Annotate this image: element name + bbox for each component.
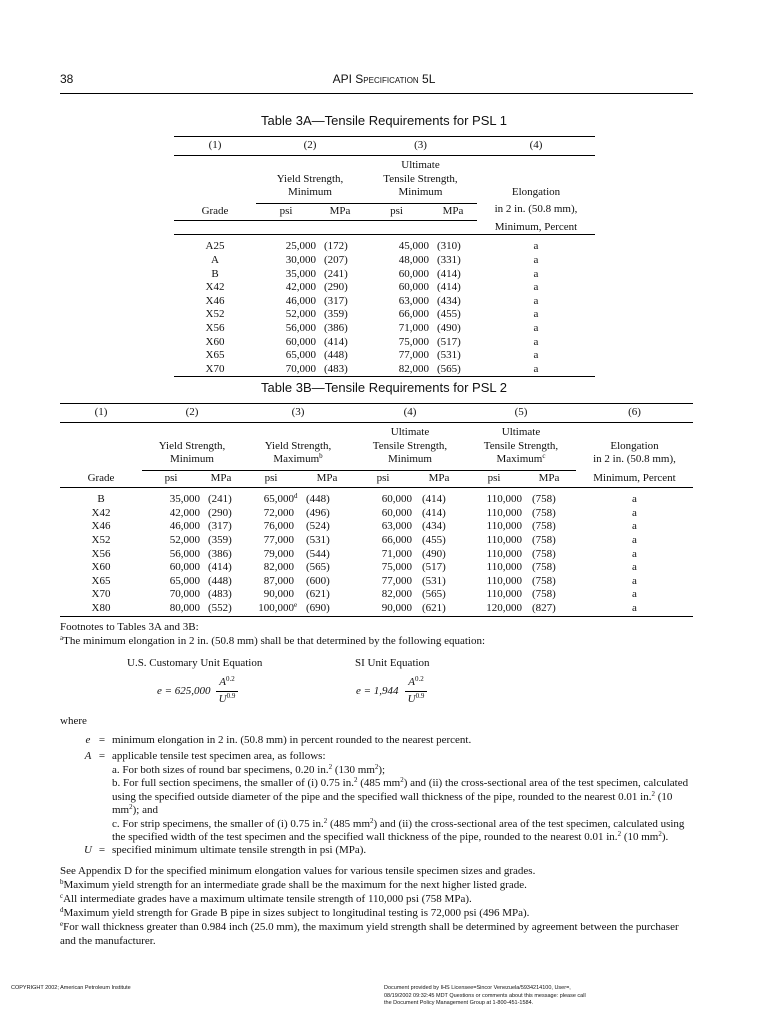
uts-mpa-cell: (310) — [437, 240, 461, 253]
definition-a — [82, 750, 694, 845]
elongation-cell: a — [632, 493, 637, 506]
yield-max-mpa-cell: (496) — [306, 506, 330, 519]
yield-mpa-cell: (290) — [324, 281, 348, 294]
yield-max-mpa-cell: (600) — [306, 574, 330, 587]
uts-max-header-line: Ultimate — [501, 426, 541, 438]
uts-max-psi-cell: 110,000 — [486, 493, 522, 506]
yield-psi-cell: 46,000 — [285, 294, 316, 307]
grade-cell: X70 — [91, 588, 111, 601]
elongation-cell: a — [632, 520, 637, 533]
elongation-cell: a — [533, 294, 539, 307]
grade-cell: X70 — [174, 363, 256, 377]
grade-cell: X65 — [205, 349, 225, 362]
uts-mpa-cell: (455) — [437, 308, 461, 321]
table-3b-body — [60, 488, 693, 616]
elongation-cell: a — [533, 253, 539, 266]
uts-max-header-line: Maximum$^c$ — [496, 452, 546, 466]
yield-psi-cell: 56,000 — [285, 321, 316, 334]
uts-header-line: Tensile Strength, — [383, 172, 458, 185]
uts-header-line: Minimum — [398, 186, 443, 199]
uts-psi-cell: 63,000 — [398, 294, 429, 307]
equals-sign: = — [98, 844, 106, 856]
uts-max-mpa-cell: (758) — [532, 588, 556, 601]
psi-header: psi — [256, 204, 316, 221]
uts-max-mpa-cell: (827) — [522, 602, 576, 616]
grade-cell: X42 — [205, 281, 225, 294]
grade-header: Grade — [174, 204, 256, 221]
uts-min-mpa-cell: (565) — [422, 588, 446, 601]
footnote-e: $^e$For wall thickness greater than 0.984 inch (25.0 mm), the maximum yield strength shall be determined by agreement between the purchaser and the manufacturer. — [60, 920, 679, 947]
yield-header-line: Minimum — [287, 186, 332, 199]
psi-header: psi — [142, 471, 200, 488]
symbol: e — [85, 734, 91, 746]
yield-header-line: Yield Strength, — [276, 172, 344, 185]
header-rule — [60, 93, 693, 94]
elongation-cell: a — [533, 281, 539, 294]
grade-cell: A — [211, 253, 219, 266]
yield-psi-cell: 42,000 — [285, 281, 316, 294]
where-label: where — [60, 715, 87, 727]
table-row — [60, 520, 693, 534]
table-row — [60, 548, 693, 562]
yield-mpa-cell: (483) — [316, 363, 364, 377]
uts-mpa-cell: (517) — [437, 335, 461, 348]
yield-min-psi-cell: 70,000 — [169, 588, 200, 601]
grade-cell: X60 — [205, 335, 225, 348]
yield-max-psi-cell: 82,000 — [263, 561, 294, 574]
uts-max-psi-cell: 110,000 — [486, 547, 522, 560]
yield-mpa-cell: (448) — [324, 349, 348, 362]
yield-min-psi-cell: 60,000 — [169, 561, 200, 574]
elongation-cell: a — [533, 308, 539, 321]
uts-min-psi-cell: 63,000 — [381, 520, 412, 533]
table-row — [60, 507, 693, 521]
symbol: A — [84, 750, 92, 762]
elongation-cell: a — [533, 321, 539, 334]
footnote-mark: d — [60, 906, 64, 914]
page-number: 38 — [60, 72, 74, 86]
grade-cell: X65 — [91, 574, 111, 587]
uts-mpa-cell: (565) — [429, 363, 477, 377]
uts-mpa-cell: (331) — [437, 253, 461, 266]
yield-mpa-cell: (317) — [324, 294, 348, 307]
yield-min-mpa-cell: (290) — [208, 506, 232, 519]
yield-max-mpa-cell: (690) — [300, 602, 354, 616]
uts-mpa-cell: (434) — [437, 294, 461, 307]
elongation-cell: a — [632, 547, 637, 560]
appendix-note: See Appendix D for the specified minimum elongation values for various tensile specimen sizes and grades. — [60, 865, 536, 877]
yield-min-mpa-cell: (241) — [208, 493, 232, 506]
elongation-cell: a — [533, 349, 539, 362]
footnotes-heading: Footnotes to Tables 3A and 3B: — [60, 621, 199, 633]
grade-cell: X60 — [91, 561, 111, 574]
yield-max-psi-cell: 90,000 — [263, 588, 294, 601]
equation-numerator: $A^{0.2}$ — [408, 675, 424, 688]
uts-psi-cell: 82,000 — [364, 363, 429, 377]
yield-max-header-line: Yield Strength, — [264, 439, 332, 452]
grade-cell: X42 — [91, 506, 111, 519]
uts-max-mpa-cell: (758) — [532, 574, 556, 587]
footnote-d: $^d$Maximum yield strength for Grade B pipe in sizes subject to longitudinal testing is 72,000 psi (496 MPa). — [60, 906, 530, 919]
table-row — [174, 254, 595, 268]
table-row — [174, 363, 595, 377]
yield-min-mpa-cell: (386) — [208, 547, 232, 560]
elongation-cell: a — [533, 240, 539, 253]
yield-min-mpa-cell: (483) — [208, 588, 232, 601]
column-number: (1) — [174, 137, 256, 156]
table-3a — [174, 136, 595, 377]
uts-max-mpa-cell: (758) — [532, 561, 556, 574]
equation-denominator: $U^{0.9}$ — [407, 692, 425, 705]
elongation-header-line: in 2 in. (50.8 mm), — [494, 203, 578, 216]
uts-max-psi-cell: 110,000 — [486, 520, 522, 533]
elongation-cell: a — [632, 574, 637, 587]
running-title: API Specification 5L — [332, 72, 436, 86]
yield-psi-cell: 65,000 — [285, 349, 316, 362]
yield-psi-cell: 30,000 — [285, 253, 316, 266]
table-row — [60, 602, 693, 616]
column-number: (2) — [256, 137, 364, 156]
grade-cell: X56 — [91, 547, 111, 560]
yield-min-psi-cell: 46,000 — [169, 520, 200, 533]
uts-min-mpa-cell: (414) — [422, 506, 446, 519]
yield-min-psi-cell: 80,000 — [142, 602, 200, 616]
mpa-header: MPa — [200, 471, 242, 488]
uts-min-psi-cell: 75,000 — [381, 561, 412, 574]
definition-item-c: c. For strip specimens, the smaller of (i) 0.75 in.$^2$ (485 $mm^2$) and (ii) the cross-sectional area of the test specimen, calculated using the specified width of the test specimen and the specified wall thickness of the pipe, rounded to the nearest 0.01 in.$^2$ (10 $mm^2$). — [112, 816, 685, 843]
column-number: (5) — [466, 404, 576, 423]
yield-min-mpa-cell: (359) — [208, 534, 232, 547]
grade-header: Grade — [60, 471, 142, 488]
yield-psi-cell: 35,000 — [285, 267, 316, 280]
table-row — [174, 268, 595, 282]
uts-min-mpa-cell: (455) — [422, 534, 446, 547]
footnote-ref: b — [319, 452, 323, 461]
yield-max-mpa-cell: (448) — [306, 493, 330, 506]
symbol: U — [84, 844, 92, 856]
uts-min-psi-cell: 90,000 — [354, 602, 412, 616]
table-row — [60, 588, 693, 602]
uts-psi-cell: 60,000 — [398, 267, 429, 280]
elongation-cell: a — [632, 561, 637, 574]
yield-max-mpa-cell: (565) — [306, 561, 330, 574]
uts-max-psi-cell: 110,000 — [486, 506, 522, 519]
table-row — [174, 308, 595, 322]
uts-min-mpa-cell: (621) — [412, 602, 466, 616]
column-number: (6) — [576, 404, 693, 423]
yield-min-header-line: Yield Strength, — [158, 439, 226, 452]
uts-min-mpa-cell: (434) — [422, 520, 446, 533]
uts-psi-cell: 66,000 — [398, 308, 429, 321]
table-row — [174, 336, 595, 350]
table-row — [174, 349, 595, 363]
grade-cell: X46 — [205, 294, 225, 307]
uts-max-header-line: Tensile Strength, — [483, 439, 559, 452]
uts-max-psi-cell: 120,000 — [466, 602, 522, 616]
yield-max-psi-cell: 77,000 — [263, 534, 294, 547]
mpa-header: MPa — [429, 204, 477, 221]
yield-psi-cell: 60,000 — [285, 335, 316, 348]
yield-mpa-cell: (414) — [324, 335, 348, 348]
footnote-mark: b — [60, 878, 64, 886]
uts-max-psi-cell: 110,000 — [486, 534, 522, 547]
uts-psi-cell: 75,000 — [398, 335, 429, 348]
yield-min-psi-cell: 42,000 — [169, 506, 200, 519]
license-notice: Document provided by IHS Licensee=Sincor Venezuela/5934214100, User=, 08/19/2002 09:32:45 MDT Questions or comments about this message: please call the Document Policy Management Group at 1-800-451-1584. — [384, 985, 586, 1006]
uts-psi-cell: 77,000 — [398, 349, 429, 362]
yield-psi-cell: 25,000 — [285, 240, 316, 253]
grade-cell: X52 — [91, 534, 111, 547]
uts-max-mpa-cell: (758) — [532, 506, 556, 519]
mpa-header: MPa — [316, 204, 364, 221]
yield-max-mpa-cell: (544) — [306, 547, 330, 560]
equation-denominator: $U^{0.9}$ — [218, 692, 236, 705]
elongation-header-line: Elongation — [511, 186, 561, 199]
yield-min-mpa-cell: (448) — [208, 574, 232, 587]
uts-min-psi-cell: 60,000 — [381, 506, 412, 519]
uts-min-psi-cell: 60,000 — [381, 493, 412, 506]
uts-min-mpa-cell: (490) — [422, 547, 446, 560]
footnote-ref: c — [542, 452, 546, 461]
psi-header: psi — [354, 471, 412, 488]
yield-psi-cell: 70,000 — [256, 363, 316, 377]
yield-min-mpa-cell: (414) — [208, 561, 232, 574]
equation-numerator: $A^{0.2}$ — [219, 675, 235, 688]
table-3a-caption: Table 3A—Tensile Requirements for PSL 1 — [261, 113, 507, 128]
grade-cell: A25 — [205, 240, 225, 253]
elongation-cell: a — [632, 506, 637, 519]
mpa-header: MPa — [412, 471, 466, 488]
equation-lhs: e = 1,944 — [356, 685, 399, 697]
column-number: (4) — [477, 137, 595, 156]
column-number-row — [174, 137, 595, 156]
column-number: (3) — [364, 137, 477, 156]
uts-min-psi-cell: 77,000 — [381, 574, 412, 587]
us-equation-label: U.S. Customary Unit Equation — [127, 657, 263, 669]
uts-header-line: Ultimate — [401, 159, 440, 171]
elongation-header-line: Minimum, Percent — [576, 471, 693, 488]
uts-min-header-line: Ultimate — [390, 426, 430, 438]
mpa-header: MPa — [300, 471, 354, 488]
uts-min-header-line: Minimum — [387, 453, 432, 466]
yield-min-mpa-cell: (317) — [208, 520, 232, 533]
table-row — [174, 281, 595, 295]
si-equation-label: SI Unit Equation — [355, 657, 430, 669]
elongation-cell: a — [576, 602, 693, 616]
column-number: (2) — [142, 404, 242, 423]
psi-header: psi — [364, 204, 429, 221]
grade-cell: B — [211, 267, 219, 280]
uts-min-mpa-cell: (531) — [422, 574, 446, 587]
yield-mpa-cell: (241) — [324, 267, 348, 280]
grade-cell: X52 — [205, 308, 225, 321]
uts-max-psi-cell: 110,000 — [486, 574, 522, 587]
uts-min-psi-cell: 71,000 — [381, 547, 412, 560]
table-row — [60, 534, 693, 548]
yield-min-psi-cell: 56,000 — [169, 547, 200, 560]
table-row — [174, 295, 595, 309]
copyright-notice: COPYRIGHT 2002; American Petroleum Institute — [11, 985, 131, 991]
uts-psi-cell: 71,000 — [398, 321, 429, 334]
yield-max-header-line: Maximum$^b$ — [273, 452, 323, 466]
yield-max-psi-cell: 87,000 — [263, 574, 294, 587]
footnote-mark: c — [60, 892, 64, 900]
elongation-cell: a — [477, 363, 595, 377]
yield-max-psi-cell: 100,000e — [242, 602, 300, 616]
yield-psi-cell: 52,000 — [285, 308, 316, 321]
yield-min-psi-cell: 65,000 — [169, 574, 200, 587]
equals-sign: = — [98, 750, 106, 762]
uts-mpa-cell: (490) — [437, 321, 461, 334]
grade-cell: B — [97, 493, 105, 506]
yield-min-mpa-cell: (552) — [200, 602, 242, 616]
definition-text: specified minimum ultimate tensile strength in psi (MPa). — [112, 844, 367, 856]
yield-max-psi-cell: 79,000 — [263, 547, 294, 560]
yield-max-psi-cell: 76,000 — [263, 520, 294, 533]
equation-lhs: e = 625,000 — [157, 685, 211, 697]
yield-min-psi-cell: 52,000 — [169, 534, 200, 547]
elongation-cell: a — [533, 335, 539, 348]
uts-max-mpa-cell: (758) — [532, 534, 556, 547]
uts-min-mpa-cell: (414) — [422, 493, 446, 506]
yield-max-mpa-cell: (531) — [306, 534, 330, 547]
uts-psi-cell: 60,000 — [398, 281, 429, 294]
column-number-row — [60, 404, 693, 423]
uts-max-mpa-cell: (758) — [532, 520, 556, 533]
definition-text: applicable tensile test specimen area, as follows: a. For both sizes of round bar specimens, 0.20 in.$^2$ (130 $mm^2$); b. For full section specimens, the smaller of (i) 0.75 in.$^2$ (485 $mm^2$) and (ii) the cross-sectional area of the test specimen, calculated using the specified outside diameter of the pipe and the specified wall thickness of the pipe, rounded to the nearest 0.01 in.$^2$ (10 $mm^2$); and c. For strip specimens, the smaller of (i) 0.75 in.$^2$ (485 $mm^2$) and (ii) the cross-sectional area of the test specimen, calculated using the specified width of the test specimen and the specified wall thickness of the pipe, rounded to the nearest 0.01 in.$^2$ (10 $mm^2$). — [112, 750, 694, 845]
uts-max-psi-cell: 110,000 — [486, 588, 522, 601]
yield-min-header-line: Minimum — [169, 453, 214, 466]
table-row — [174, 235, 595, 254]
definition-item-a: a. For both sizes of round bar specimens, 0.20 in.$^2$ (130 $mm^2$); — [112, 762, 386, 776]
mpa-header: MPa — [522, 471, 576, 488]
uts-max-mpa-cell: (758) — [532, 493, 556, 506]
psi-header: psi — [242, 471, 300, 488]
table-3b — [60, 403, 693, 617]
yield-max-mpa-cell: (621) — [306, 588, 330, 601]
grade-cell: X46 — [91, 520, 111, 533]
yield-max-psi-cell: 72,000 — [263, 506, 294, 519]
footnote-mark: e — [60, 920, 64, 928]
table-row — [60, 575, 693, 589]
table-3a-body — [174, 235, 595, 377]
uts-mpa-cell: (531) — [437, 349, 461, 362]
table-row — [174, 322, 595, 336]
elongation-header-line: in 2 in. (50.8 mm), — [593, 453, 676, 466]
column-number: (3) — [242, 404, 354, 423]
elongation-header-line: Elongation — [610, 439, 659, 452]
uts-max-mpa-cell: (758) — [532, 547, 556, 560]
psi-header: psi — [466, 471, 522, 488]
table-row — [60, 488, 693, 507]
grade-cell: X80 — [60, 602, 142, 616]
uts-min-mpa-cell: (517) — [422, 561, 446, 574]
grade-cell: X56 — [205, 321, 225, 334]
definition-item-b: b. For full section specimens, the smaller of (i) 0.75 in.$^2$ (485 $mm^2$) and (ii) the cross-sectional area of the test specimen, calculated using the specified outside diameter of the pipe and the specified wall thickness of the pipe, rounded to the nearest 0.01 in.$^2$ (10 $mm^2$); and — [112, 776, 689, 816]
footnote-mark: a — [60, 634, 64, 642]
definition-u — [82, 844, 694, 858]
definition-e — [82, 734, 694, 748]
footnote-b: $^b$Maximum yield strength for an intermediate grade shall be the maximum for the next higher listed grade. — [60, 878, 527, 891]
yield-mpa-cell: (207) — [324, 253, 348, 266]
uts-psi-cell: 45,000 — [398, 240, 429, 253]
uts-min-psi-cell: 66,000 — [381, 534, 412, 547]
elongation-cell: a — [632, 588, 637, 601]
definition-text: minimum elongation in 2 in. (50.8 mm) in percent rounded to the nearest percent. — [112, 734, 472, 746]
yield-mpa-cell: (359) — [324, 308, 348, 321]
uts-min-header-line: Tensile Strength, — [372, 439, 448, 452]
yield-max-psi-cell: 65,000$^d$ — [263, 492, 298, 506]
yield-max-mpa-cell: (524) — [306, 520, 330, 533]
uts-mpa-cell: (414) — [437, 267, 461, 280]
uts-mpa-cell: (414) — [437, 281, 461, 294]
uts-psi-cell: 48,000 — [398, 253, 429, 266]
yield-mpa-cell: (172) — [324, 240, 348, 253]
yield-min-psi-cell: 35,000 — [169, 493, 200, 506]
uts-min-psi-cell: 82,000 — [381, 588, 412, 601]
column-number: (1) — [60, 404, 142, 423]
elongation-cell: a — [533, 267, 539, 280]
footnote-a: $^a$The minimum elongation in 2 in. (50.8 mm) shall be that determined by the following equation: — [60, 634, 486, 647]
equals-sign: = — [98, 734, 106, 746]
uts-max-psi-cell: 110,000 — [486, 561, 522, 574]
yield-mpa-cell: (386) — [324, 321, 348, 334]
footnote-c: $^c$All intermediate grades have a maximum ultimate tensile strength of 110,000 psi (758 MPa). — [60, 892, 472, 905]
elongation-cell: a — [632, 534, 637, 547]
elongation-header-line: Minimum, Percent — [477, 221, 595, 235]
table-row — [60, 561, 693, 575]
column-number: (4) — [354, 404, 466, 423]
table-3b-caption: Table 3B—Tensile Requirements for PSL 2 — [261, 380, 507, 395]
